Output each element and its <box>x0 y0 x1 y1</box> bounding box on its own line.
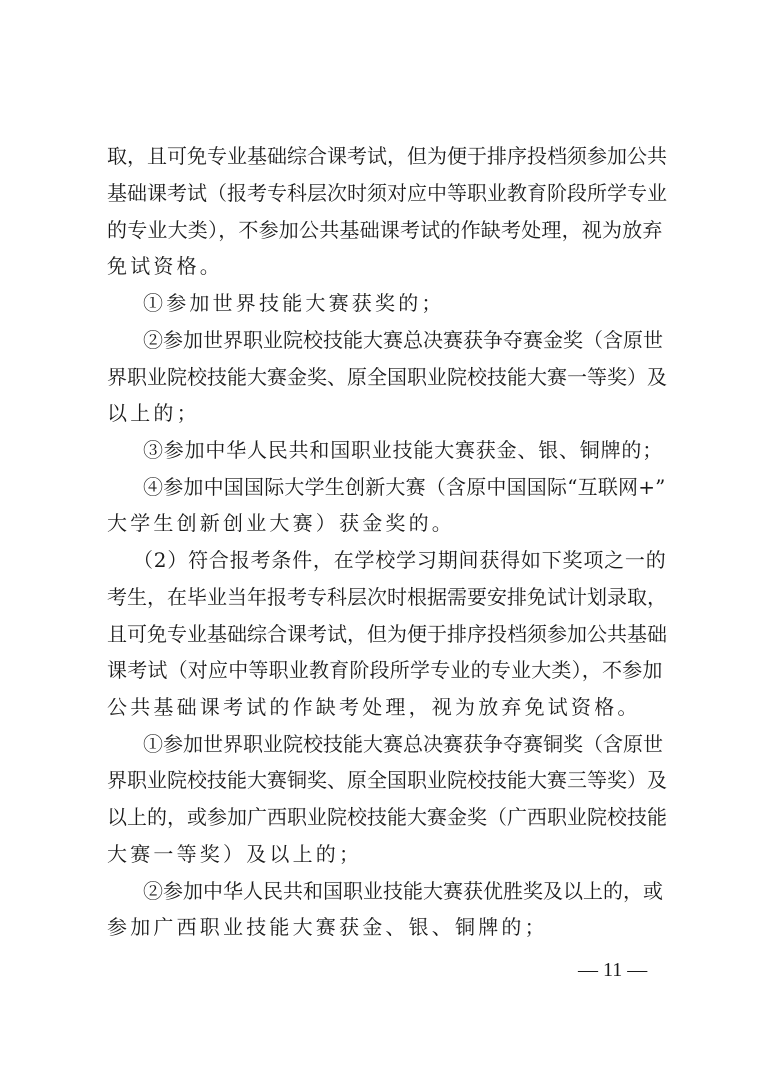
text-line: 的专业大类），不参加公共基础课考试的作缺考处理，视为放弃 <box>107 218 663 242</box>
text-line: 大学生创新创业大赛）获金奖的。 <box>107 511 455 535</box>
text-line: ②参加中华人民共和国职业技能大赛获优胜奖及以上的，或 <box>143 879 663 903</box>
text-line: 界职业院校技能大赛金奖、原全国职业院校技能大赛一等奖）及 <box>107 365 667 389</box>
text-line: 免试资格。 <box>107 254 223 278</box>
text-line: 考生，在毕业当年报考专科层次时根据需要安排免试计划录取， <box>107 585 667 609</box>
text-line: ④参加中国国际大学生创新大赛（含原中国国际“互联网+” <box>143 475 666 499</box>
text-line: （2）符合报考条件，在学校学习期间获得如下奖项之一的 <box>133 548 667 572</box>
text-line: 以上的； <box>107 401 200 425</box>
text-line: 取，且可免专业基础综合课考试，但为便于排序投档须参加公共 <box>107 144 667 168</box>
text-line: 参加广西职业技能大赛获金、银、铜牌的； <box>107 915 548 939</box>
text-line: 且可免专业基础综合课考试，但为便于排序投档须参加公共基础 <box>107 622 667 646</box>
text-line: ③参加中华人民共和国职业技能大赛获金、银、铜牌的； <box>143 438 663 462</box>
text-line: 基础课考试（报考专科层次时须对应中等职业教育阶段所学专业 <box>107 181 667 205</box>
text-line: 界职业院校技能大赛铜奖、原全国职业院校技能大赛三等奖）及 <box>107 768 667 792</box>
text-line: ①参加世界职业院校技能大赛总决赛获争夺赛铜奖（含原世 <box>143 732 663 756</box>
text-line: 以上的，或参加广西职业院校技能大赛金奖（广西职业院校技能 <box>107 805 667 829</box>
text-line: ①参加世界技能大赛获奖的； <box>143 291 445 315</box>
text-line: ②参加世界职业院校技能大赛总决赛获争夺赛金奖（含原世 <box>143 328 663 352</box>
page-number: — 11 — <box>578 959 648 981</box>
text-line: 公共基础课考试的作缺考处理，视为放弃免试资格。 <box>107 695 641 719</box>
text-line: 大赛一等奖）及以上的； <box>107 842 363 866</box>
text-line: 课考试（对应中等职业教育阶段所学专业的专业大类），不参加 <box>107 658 663 682</box>
